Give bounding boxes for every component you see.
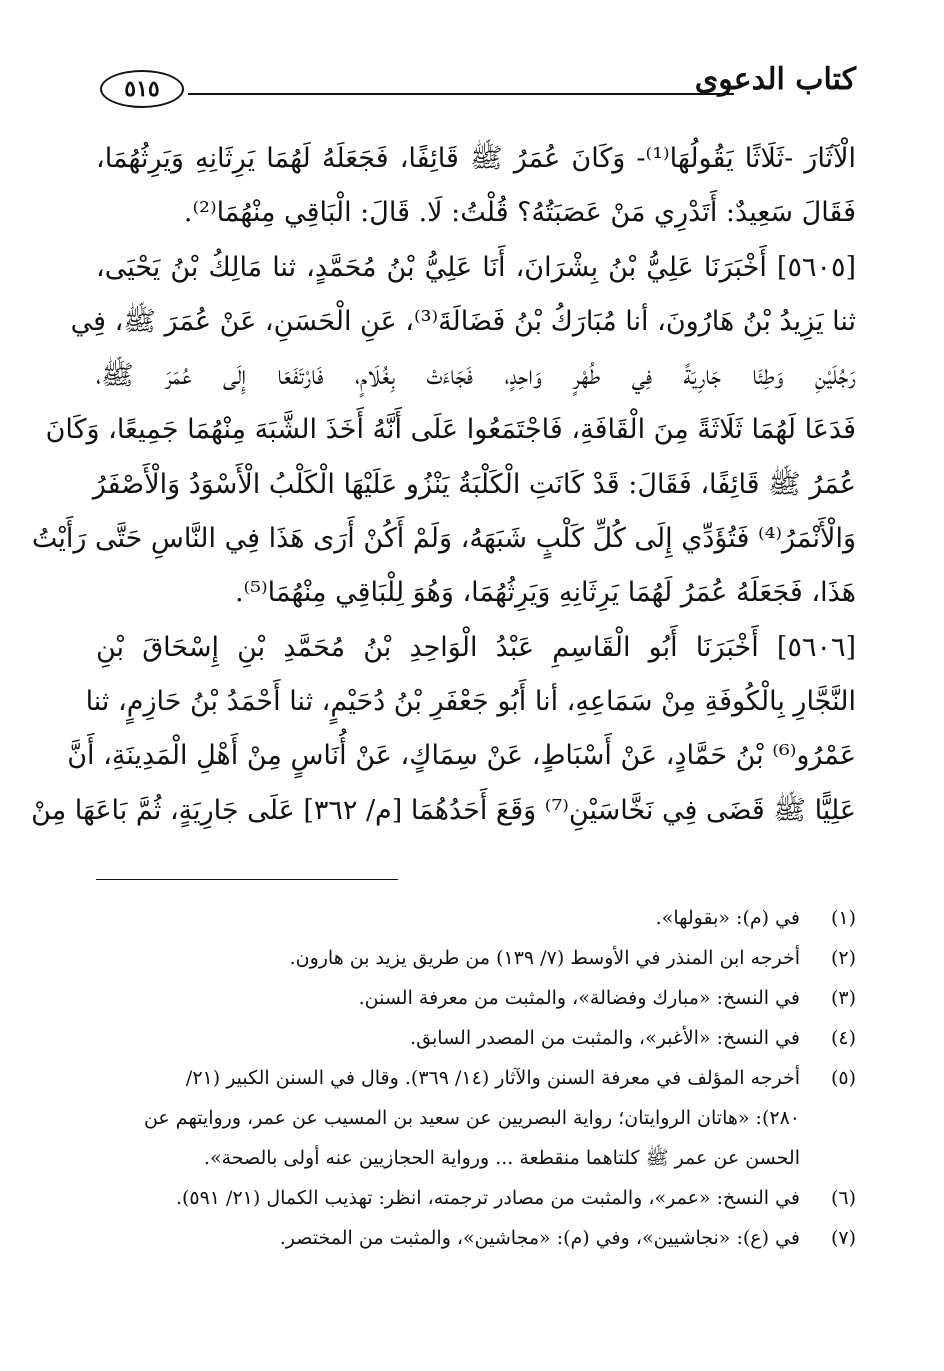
- text-line: هَذَا، فَجَعَلَهُ عُمَرُ لَهُمَا يَرِثَانِهِ وَيَرِثُهُمَا، وَهُوَ لِلْبَاقِي مِنْهُمَا⁽⁵⁾.: [234, 577, 856, 609]
- footnote-line: في النسخ: «مبارك وفضالة»، والمثبت من معرفة السنن.: [358, 987, 800, 1009]
- footnote-separator: [96, 879, 398, 880]
- book-title: كتاب الدعوى: [694, 62, 856, 97]
- text-line: النَّجَّارِ بِالْكُوفَةِ مِنْ سَمَاعِهِ، أنا أَبُو جَعْفَرِ بْنُ دُحَيْمٍ، ثنا أَحْمَدُ بْنُ حَازِمٍ، ثنا: [85, 685, 856, 717]
- footnote-text: [96, 898, 800, 938]
- footnote-number: (٣): [830, 987, 856, 1009]
- footnote-line: الحسن عن عمر ﷺ كلتاهما منقطعة ... ورواية الحجازيين عنه أولى بالصحة».: [203, 1147, 800, 1169]
- footnote-line: في النسخ: «الأغبر»، والمثبت من المصدر السابق.: [410, 1027, 800, 1049]
- page-header: [96, 58, 856, 118]
- footnotes: [96, 898, 856, 1258]
- footnote-text: [96, 1218, 800, 1258]
- footnote-text: [96, 1178, 800, 1218]
- footnote-text: [96, 978, 800, 1018]
- text-line: رَجُلَيْنِ وَطِئَا جَارِيَةً فِي طُهْرٍ وَاحِدٍ، فَجَاءَتْ بِغُلَامٍ، فَارْتَفَعَا إِلَى عُمَرَ ﷺ،: [96, 360, 856, 392]
- footnote: [96, 938, 856, 978]
- text-line: الْآثَارَ -ثَلَاثًا يَقُولُهَا⁽¹⁾- وَكَانَ عُمَرُ ﷺ قَائِفًا، فَجَعَلَهُ لَهُمَا يَرِثَانِهِ وَيَرِثُهُمَا،: [96, 143, 856, 174]
- footnote-number: (٤): [830, 1027, 856, 1049]
- text-line: ثنا يَزِيدُ بْنُ هَارُونَ، أنا مُبَارَكُ بْنُ فَضَالَةَ⁽³⁾، عَنِ الْحَسَنِ، عَنْ عُمَرَ ﷺ، فِي: [70, 305, 856, 337]
- footnote-number: (٦): [830, 1187, 856, 1209]
- footnote: [96, 978, 856, 1018]
- text-line: [٥٦٠٥] أَخْبَرَنَا عَلِيُّ بْنُ بِشْرَانَ، أَنَا عَلِيُّ بْنُ مُحَمَّدٍ، ثنا مَالِكُ بْنُ يَحْيَى،: [96, 251, 856, 283]
- main-text: [31, 132, 856, 838]
- footnote-text: [96, 1058, 800, 1178]
- footnote-text: [96, 938, 800, 978]
- page-number: ٥١٥: [124, 76, 160, 102]
- footnote-text: [96, 1018, 800, 1058]
- footnote-number: (١): [830, 907, 856, 929]
- footnote-line: ٢٨٠): «هاتان الروايتان؛ رواية البصريين عن سعيد بن المسيب عن عمر، وروايتهم عن: [143, 1107, 800, 1129]
- footnote-line: في (ع): «نجاشيين»، وفي (م): «مجاشين»، والمثبت من المختصر.: [279, 1227, 800, 1249]
- footnote: [96, 1058, 856, 1178]
- footnote-line: أخرجه المؤلف في معرفة السنن والآثار (١٤/ ٣٦٩). وقال في السنن الكبير (٢١/: [185, 1067, 800, 1089]
- text-line: فَقَالَ سَعِيدٌ: أَتَدْرِي مَنْ عَصَبَتُهُ؟ قُلْتُ: لَا. قَالَ: الْبَاقِي مِنْهُمَا⁽²⁾.: [183, 197, 856, 229]
- text-line: عَلِيًّا ﷺ قَضَى فِي نَخَّاسَيْنِ⁽⁷⁾ وَقَعَ أَحَدُهُمَا [م/ ٣٦٢] عَلَى جَارِيَةٍ، ثُمَّ بَاعَهَا مِنْ: [31, 794, 856, 826]
- footnote-number: (٢): [830, 947, 856, 969]
- text-line: عَمْرُو⁽⁶⁾ بْنُ حَمَّادٍ، عَنْ أَسْبَاطٍ، عَنْ سِمَاكٍ، عَنْ أُنَاسٍ مِنْ أَهْلِ الْمَدِينَةِ، أَنَّ: [67, 740, 856, 772]
- footnote: [96, 1218, 856, 1258]
- footnote: [96, 898, 856, 938]
- text-line: وَالْأَنْمَرُ⁽⁴⁾ فَتُؤَدِّي إِلَى كُلِّ كَلْبٍ شَبَهَهُ، وَلَمْ أَكُنْ أَرَى هَذَا فِي النَّاسِ حَتَّى رَأَيْتُ: [31, 523, 856, 555]
- footnote: [96, 1178, 856, 1218]
- footnote-number: (٧): [830, 1227, 856, 1249]
- footnote-number: (٥): [830, 1067, 856, 1089]
- text-line: [٥٦٠٦] أَخْبَرَنَا أَبُو الْقَاسِمِ عَبْدُ الْوَاحِدِ بْنُ مُحَمَّدِ بْنِ إِسْحَاقَ بْنِ: [96, 631, 856, 663]
- footnote: [96, 1018, 856, 1058]
- footnote-line: في (م): «بقولها».: [655, 907, 800, 929]
- page-number-oval: [100, 70, 184, 108]
- footnote-line: أخرجه ابن المنذر في الأوسط (٧/ ١٣٩) من طريق يزيد بن هارون.: [289, 947, 800, 969]
- text-line: فَدَعَا لَهُمَا ثَلَاثَةً مِنَ الْقَافَةِ، فَاجْتَمَعُوا عَلَى أَنَّهُ أَخَذَ الشَّبَهَ مِنْهُمَا جَمِيعًا، وَكَانَ: [45, 414, 856, 446]
- footnote-line: في النسخ: «عمر»، والمثبت من مصادر ترجمته، انظر: تهذيب الكمال (٢١/ ٥٩١).: [175, 1187, 800, 1209]
- text-line: عُمَرُ ﷺ قَائِفًا، فَقَالَ: قَدْ كَانَتِ الْكَلْبَةُ يَنْزُو عَلَيْهَا الْكَلْبُ الْأَسْوَدُ وَالْأَصْفَرُ: [92, 468, 856, 500]
- header-rule: [188, 93, 734, 95]
